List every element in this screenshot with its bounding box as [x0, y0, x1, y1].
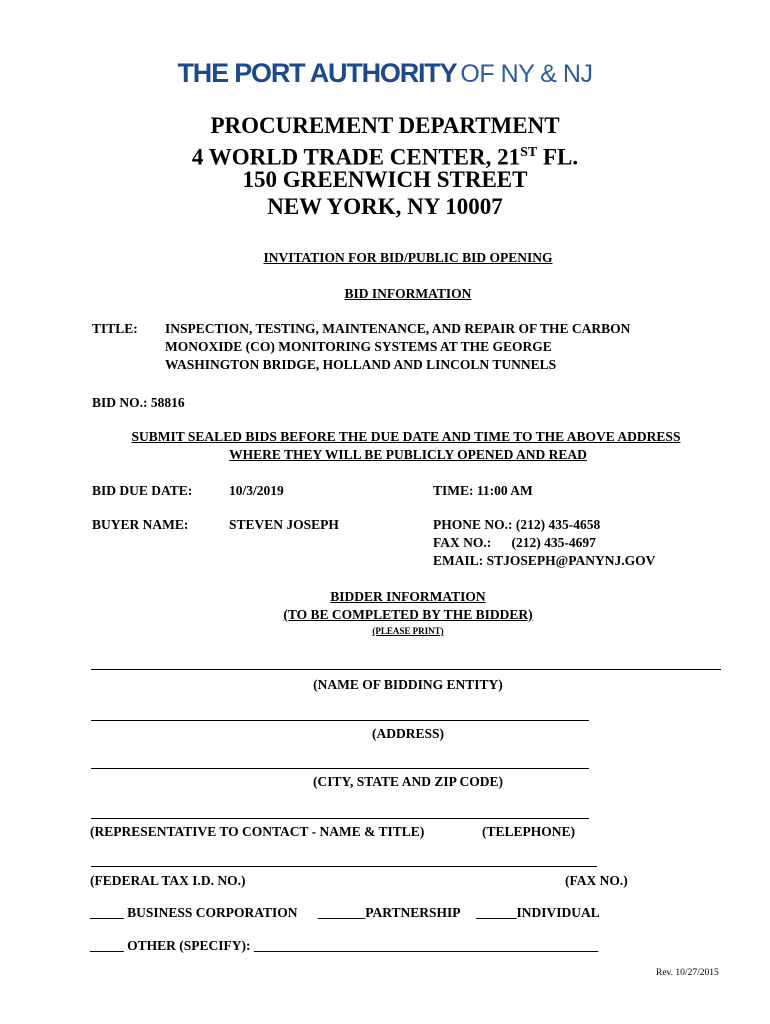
telephone-label: (TELEPHONE)	[482, 824, 576, 839]
partnership-option[interactable]: _______PARTNERSHIP	[318, 905, 461, 920]
bid-information-heading: BID INFORMATION	[344, 286, 472, 301]
other-specify-option[interactable]: _____ OTHER (SPECIFY): ___________________________________________________	[90, 938, 599, 953]
revision-date: Rev. 10/27/2015	[656, 968, 719, 978]
address-label: (ADDRESS)	[371, 726, 444, 741]
name-entity-label: (NAME OF BIDDING ENTITY)	[313, 677, 503, 692]
invitation-heading: INVITATION FOR BID/PUBLIC BID OPENING	[263, 250, 553, 265]
business-corporation-option[interactable]: _____ BUSINESS CORPORATION	[90, 905, 298, 920]
city-state-zip-line[interactable]	[91, 768, 589, 769]
name-entity-line[interactable]	[91, 669, 721, 670]
title-line-3: WASHINGTON BRIDGE, HOLLAND AND LINCOLN TUNNELS	[165, 357, 557, 372]
submit-line-2: WHERE THEY WILL BE PUBLICLY OPENED AND READ	[229, 447, 587, 462]
representative-label: (REPRESENTATIVE TO CONTACT - NAME & TITLE)	[90, 824, 425, 839]
buyer-phone: PHONE NO.: (212) 435-4658	[433, 517, 601, 532]
title-label: TITLE:	[92, 321, 138, 336]
header-address-2: 150 GREENWICH STREET	[242, 167, 528, 192]
fax-label: (FAX NO.)	[565, 873, 628, 888]
tax-id-label: (FEDERAL TAX I.D. NO.)	[90, 873, 246, 888]
bidder-info-subheading: (TO BE COMPLETED BY THE BIDDER)	[283, 607, 533, 622]
header-address-1: 4 WORLD TRADE CENTER, 21ST FL.	[191, 144, 579, 170]
title-line-2: MONOXIDE (CO) MONITORING SYSTEMS AT THE GEORGE	[165, 339, 552, 354]
title-line-1: INSPECTION, TESTING, MAINTENANCE, AND REPAIR OF THE CARBON	[165, 321, 631, 336]
due-date-label: BID DUE DATE:	[92, 483, 193, 498]
port-authority-logo	[0, 58, 770, 89]
header-address-3: NEW YORK, NY 10007	[267, 194, 503, 219]
buyer-name-value: STEVEN JOSEPH	[229, 517, 339, 532]
due-date-value: 10/3/2019	[229, 483, 284, 498]
header-department: PROCUREMENT DEPARTMENT	[210, 113, 560, 138]
individual-option[interactable]: ______INDIVIDUAL	[476, 905, 600, 920]
logo-light-text: OF NY & NJ	[460, 60, 593, 88]
submit-line-1: SUBMIT SEALED BIDS BEFORE THE DUE DATE AND TIME TO THE ABOVE ADDRESS	[131, 429, 681, 444]
bid-number: BID NO.: 58816	[92, 395, 185, 410]
bidder-info-heading: BIDDER INFORMATION	[330, 589, 486, 604]
city-state-zip-label: (CITY, STATE AND ZIP CODE)	[313, 774, 503, 789]
please-print-note: (PLEASE PRINT)	[372, 626, 444, 636]
tax-id-line[interactable]	[91, 866, 597, 867]
logo-strong-text: THE PORT AUTHORITY	[177, 58, 457, 88]
buyer-fax: FAX NO.: (212) 435-4697	[433, 535, 596, 550]
address-line[interactable]	[91, 720, 589, 721]
due-time: TIME: 11:00 AM	[433, 483, 533, 498]
representative-line[interactable]	[91, 818, 589, 819]
buyer-name-label: BUYER NAME:	[92, 517, 189, 532]
buyer-email: EMAIL: STJOSEPH@PANYNJ.GOV	[433, 553, 656, 568]
